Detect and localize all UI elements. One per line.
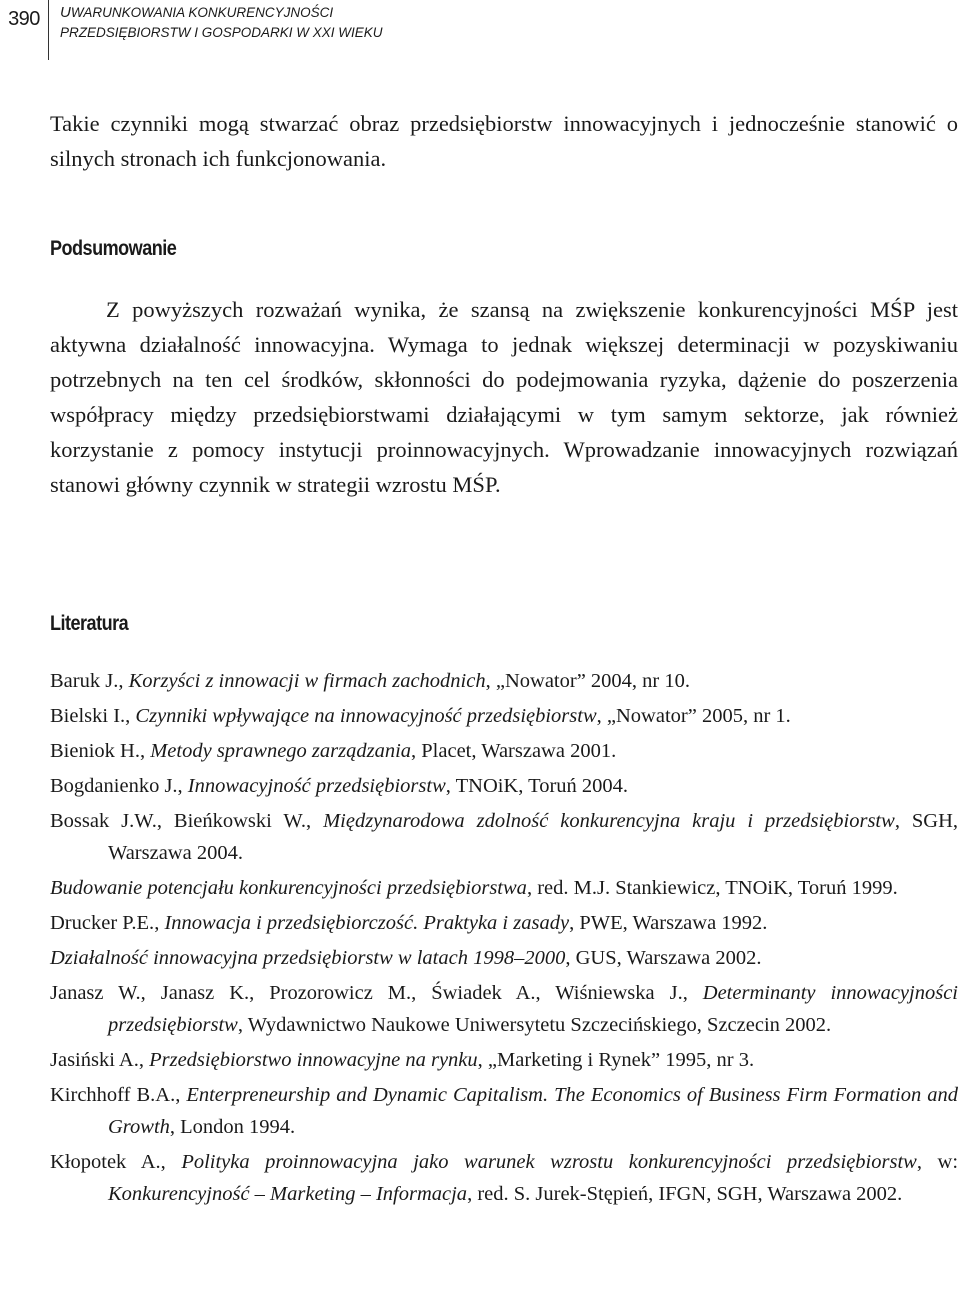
entry-details: , „Nowator” 2004, nr 10. xyxy=(485,670,690,692)
summary-paragraph: Z powyższych rozważań wynika, że szansą na zwiększenie konkurencyjności MŚP jest aktywna działalność innowacyjna. Wymaga to jednak większej determinacji w pozyskiwaniu potrzebnych na ten cel środków, skłonności do podejmowania ryzyka, dążenie do poszerzenia współpracy między przedsiębiorstwami działającymi w tym samym sektorze, jak również korzystanie z pomocy instytucji proinnowacyjnych. Wprowadzanie innowacyjnych rozwiązań stanowi główny czynnik w strategii wzrostu MŚP. xyxy=(50,297,958,497)
entry-details: , xyxy=(118,670,129,692)
bibliography-entry xyxy=(50,805,958,869)
bibliography-entry xyxy=(50,735,958,767)
entry-author: Baruk J. xyxy=(50,670,119,692)
entry-details: , red. S. Jurek-Stępień, IFGN, SGH, Warszawa 2002. xyxy=(467,1183,903,1205)
entry-author: Bieniok H. xyxy=(50,740,140,762)
entry-title: Polityka proinnowacyjna jako warunek wzrostu konkurencyjności przedsiębiorstw xyxy=(181,1151,917,1173)
entry-title: Działalność innowacyjna przedsiębiorstw w latach 1998–2000 xyxy=(50,947,566,969)
entry-details: , GUS, Warszawa 2002. xyxy=(565,947,762,969)
entry-author: Kłopotek A. xyxy=(50,1151,161,1173)
running-head-line-2: PRZEDSIĘBIORSTW I GOSPODARKI W XXI WIEKU xyxy=(60,25,383,40)
running-head xyxy=(60,3,383,43)
running-head-line-1-rest: WARUNKOWANIA KONKURENCYJNOŚCI xyxy=(70,5,334,20)
bibliography-entry xyxy=(50,872,958,904)
entry-details: , London 1994. xyxy=(169,1116,296,1138)
entry-author: Janasz W., Janasz K., Prozorowicz M., Świadek A., Wiśniewska J. xyxy=(50,982,683,1004)
entry-details: , Wydawnictwo Naukowe Uniwersytetu Szczecińskiego, Szczecin 2002. xyxy=(237,1014,832,1036)
entry-author: Bielski I. xyxy=(50,705,126,727)
page-number: 390 xyxy=(8,8,40,30)
bibliography-entry xyxy=(50,977,958,1041)
bibliography-entry xyxy=(50,665,958,697)
entry-details: , xyxy=(175,1084,187,1106)
bibliography-entry xyxy=(50,770,958,802)
entry-details: , w: xyxy=(916,1151,959,1173)
entry-details: , Placet, Warszawa 2001. xyxy=(411,740,617,762)
entry-title: Czynniki wpływające na innowacyjność przedsiębiorstw xyxy=(135,705,597,727)
intro-paragraph-block xyxy=(50,106,958,176)
entry-author: Drucker P.E. xyxy=(50,912,155,934)
entry-details: , „Marketing i Rynek” 1995, nr 3. xyxy=(477,1049,755,1071)
running-head-initial: U xyxy=(60,4,71,21)
entry-details: , SGH, Warszawa 2004. xyxy=(108,810,959,864)
entry-details: , xyxy=(160,1151,182,1173)
entry-details: , xyxy=(177,775,188,797)
entry-author: Bossak J.W., Bieńkowski W. xyxy=(50,810,307,832)
header-divider xyxy=(48,0,49,60)
literature-heading: Literatura xyxy=(50,612,129,635)
entry-details: , xyxy=(682,982,703,1004)
entry-details: , xyxy=(125,705,136,727)
bibliography-entry xyxy=(50,700,958,732)
bibliography-list xyxy=(50,665,958,1213)
summary-heading: Podsumowanie xyxy=(50,237,177,260)
entry-details: , xyxy=(306,810,324,832)
entry-title: Budowanie potencjału konkurencyjności przedsiębiorstwa xyxy=(50,877,527,899)
entry-author: Bogdanienko J. xyxy=(50,775,178,797)
entry-author: Jasiński A. xyxy=(50,1049,139,1071)
bibliography-entry xyxy=(50,1079,958,1143)
entry-title: Enterpreneurship and Dynamic Capitalism. The Economics of Business Firm Formation and Growth xyxy=(108,1084,958,1138)
entry-details: , xyxy=(154,912,165,934)
bibliography-entry xyxy=(50,942,958,974)
intro-paragraph: Takie czynniki mogą stwarzać obraz przedsiębiorstw innowacyjnych i jednocześnie stanowić o silnych stronach ich funkcjonowania. xyxy=(50,111,958,171)
page-header xyxy=(0,0,960,62)
entry-details: , red. M.J. Stankiewicz, TNOiK, Toruń 1999. xyxy=(526,877,898,899)
entry-title: Korzyści z innowacji w firmach zachodnich xyxy=(128,670,486,692)
summary-paragraph-block xyxy=(50,292,958,502)
bibliography-entry xyxy=(50,907,958,939)
entry-title: Metody sprawnego zarządzania xyxy=(150,740,412,762)
entry-title: Innowacyjność przedsiębiorstw xyxy=(187,775,446,797)
entry-title: Konkurencyjność – Marketing – Informacja xyxy=(108,1183,468,1205)
entry-details: , TNOiK, Toruń 2004. xyxy=(445,775,629,797)
entry-title: Determinanty innowacyjności przedsiębiorstw xyxy=(108,982,958,1036)
entry-details: , „Nowator” 2005, nr 1. xyxy=(596,705,791,727)
bibliography-entry xyxy=(50,1146,958,1210)
entry-title: Międzynarodowa zdolność konkurencyjna kraju i przedsiębiorstw xyxy=(323,810,895,832)
entry-details: , xyxy=(138,1049,150,1071)
entry-title: Przedsiębiorstwo innowacyjne na rynku xyxy=(149,1049,478,1071)
running-head-line-1 xyxy=(60,3,383,23)
entry-title: Innowacja i przedsiębiorczość. Praktyka i zasady xyxy=(164,912,570,934)
entry-details: , PWE, Warszawa 1992. xyxy=(569,912,768,934)
entry-author: Kirchhoff B.A. xyxy=(50,1084,176,1106)
bibliography-entry xyxy=(50,1044,958,1076)
entry-details: , xyxy=(139,740,151,762)
